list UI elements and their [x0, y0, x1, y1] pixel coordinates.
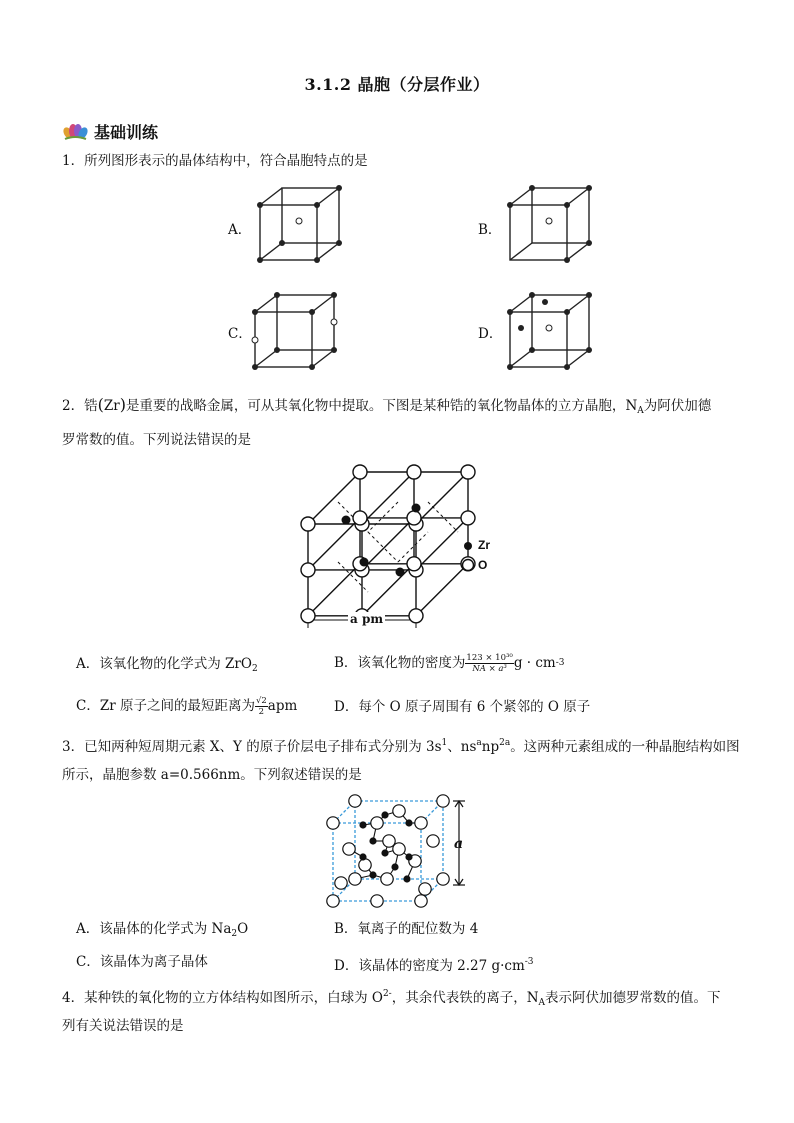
sodium-ion: [403, 875, 410, 882]
oxygen-atom: [353, 465, 367, 479]
zr-legend-marker: [464, 542, 472, 550]
oxygen-atom: [461, 465, 475, 479]
q3-option-a-tail: O: [237, 921, 249, 937]
q2-legend-o: O: [478, 558, 488, 572]
oxide-ion: [371, 895, 383, 907]
oxide-ion: [415, 895, 427, 907]
question-4-line-1: [62, 985, 721, 1012]
q2-legend-zr: Zr: [478, 538, 490, 552]
oxide-ion: [327, 895, 339, 907]
o-legend-marker: [463, 560, 474, 571]
q2-text-part: 是重要的战略金属，可从其氧化物中提取。下图是某种锆的氧化物晶体的立方晶胞，: [125, 398, 626, 414]
oxide-ion: [359, 859, 371, 871]
q3-text-part: 。这两种元素组成的一种晶胞结构如图: [510, 739, 740, 755]
oxide-ion: [349, 873, 361, 885]
q3-option-c: C．该晶体为离子晶体: [76, 954, 208, 970]
q3-option-a-subscript: 2: [231, 929, 238, 939]
oxygen-atom: [461, 511, 475, 525]
oxide-ion: [383, 835, 395, 847]
q1-cube-d-figure: [505, 290, 595, 370]
q2-legend-markers: [462, 538, 474, 578]
q2-option-a-subscript: 2: [251, 664, 258, 674]
dashed-bond: [368, 532, 398, 562]
q3-option-a: [76, 920, 248, 943]
section-header: [62, 120, 158, 143]
q3-crystal-figure: [325, 795, 475, 910]
q4-superscript: 2-: [382, 989, 392, 999]
oxide-ion: [371, 817, 383, 829]
section-label: 基础训练: [94, 123, 159, 142]
q2-zr-symbol: Zr: [103, 398, 120, 414]
q1-option-d-label: D．: [478, 326, 503, 342]
q3-axis-label: a: [454, 836, 464, 852]
paren: (: [97, 395, 104, 414]
q3-text-part: 3．已知两种短周期元素 X、Y 的原子价层电子排布式分别为 3s: [62, 739, 442, 755]
question-3-line-1: [62, 734, 740, 756]
q4-text-part: 表示阿伏加德罗常数的值。下: [545, 990, 721, 1006]
question-4-line-2: 列有关说法错误的是: [62, 1018, 184, 1034]
q4-text-part: 4．某种铁的氧化物的立方体结构如图所示，白球为 O: [62, 990, 383, 1006]
lattice-line: [416, 564, 468, 616]
fraction-denominator: 2: [258, 706, 265, 717]
q2-option-c-text: C．Zr 原子之间的最短距离为: [76, 698, 255, 714]
q2-crystal-figure: [298, 462, 528, 632]
q2-option-c-unit: apm: [267, 698, 298, 714]
q2-na-symbol: N: [625, 398, 638, 414]
zirconium-atom: [360, 558, 369, 567]
q1-cube-a-figure: [255, 183, 345, 263]
question-3-line-2: 所示，晶胞参数 a=0.566nm。下列叙述错误的是: [62, 767, 362, 783]
q3-option-d-text: D．该晶体的密度为 2.27 g·cm: [334, 958, 525, 974]
oxide-ion: [415, 817, 427, 829]
sodium-ion: [381, 811, 388, 818]
cell-outline: [333, 823, 421, 901]
q2-na-subscript: A: [637, 406, 644, 416]
q1-cube-b-figure: [505, 183, 595, 263]
q2-option-b-unit: g · cm: [513, 655, 556, 671]
oxide-ion: [335, 877, 347, 889]
oxygen-atom: [301, 609, 315, 623]
zirconium-atom: [396, 568, 405, 577]
question-2-line-2: 罗常数的值。下列说法错误的是: [62, 432, 251, 448]
q2-option-a-text: A．该氧化物的化学式为 ZrO: [76, 656, 252, 672]
oxide-ion: [393, 805, 405, 817]
sodium-ion: [405, 853, 412, 860]
q3-superscript: 1: [441, 738, 448, 748]
q1-option-c-label: C．: [228, 326, 252, 342]
oxide-ion: [437, 873, 449, 885]
page-title: 3.1.2 晶胞（分层作业）: [304, 75, 490, 94]
oxygen-atom: [407, 465, 421, 479]
dashed-bond: [368, 502, 398, 532]
q3-option-d-superscript: -3: [524, 957, 534, 967]
oxide-ion: [327, 817, 339, 829]
lattice-line: [308, 518, 360, 570]
flower-bullet-icon: [62, 123, 88, 141]
oxide-ion: [381, 873, 393, 885]
q3-option-b: B．氧离子的配位数为 4: [334, 921, 479, 937]
q2-option-b-text: B．该氧化物的密度为: [334, 655, 466, 671]
q1-cube-c-figure: [250, 290, 340, 370]
q2-text-part: 为阿伏加德: [643, 398, 712, 414]
q1-option-a-label: A．: [228, 222, 252, 238]
sodium-ion: [381, 849, 388, 856]
oxygen-atom: [301, 563, 315, 577]
q3-text-part: 、ns: [447, 739, 477, 755]
q3-text-part: np: [481, 739, 500, 755]
q4-na-subscript: A: [538, 998, 546, 1008]
sodium-ion: [405, 819, 412, 826]
oxygen-atom: [407, 511, 421, 525]
dashed-bond: [428, 502, 458, 532]
oxide-ion: [349, 795, 361, 807]
q3-option-d: [334, 953, 534, 975]
lattice-line: [362, 518, 414, 570]
paren: ): [119, 395, 126, 414]
q3-superscript: 2a: [499, 738, 511, 748]
oxygen-atom: [301, 517, 315, 531]
q2-option-b-superscript: -3: [555, 658, 565, 668]
q2-option-b-fraction: [465, 653, 513, 674]
fraction-numerator: √2: [255, 695, 267, 706]
lattice-line: [362, 564, 414, 616]
oxide-ion: [437, 795, 449, 807]
q2-axis-label: a pm: [350, 612, 384, 626]
q3-superscript: a: [476, 738, 482, 748]
lattice-line: [362, 472, 414, 524]
sodium-ion: [359, 821, 366, 828]
sodium-ion: [369, 871, 376, 878]
lattice-line: [416, 518, 468, 570]
q2-option-a: [76, 655, 258, 678]
q2-text-part: 2．锆: [62, 398, 98, 414]
sodium-ion: [391, 863, 398, 870]
q1-option-b-label: B．: [478, 222, 502, 238]
oxygen-atom: [353, 511, 367, 525]
oxide-ion: [343, 843, 355, 855]
oxide-ion: [427, 835, 439, 847]
q3-option-a-text: A．该晶体的化学式为 Na: [76, 921, 232, 937]
q2-option-c: [76, 693, 297, 719]
q2-option-d: D．每个 O 原子周围有 6 个紧邻的 O 原子: [334, 699, 591, 715]
zirconium-atom: [412, 504, 421, 513]
q4-na-symbol: N: [526, 990, 539, 1006]
oxygen-atom: [409, 609, 423, 623]
question-1-stem: 1．所列图形表示的晶体结构中，符合晶胞特点的是: [62, 153, 368, 169]
fraction-denominator: NA × a³: [472, 663, 507, 674]
q2-option-b: [334, 650, 564, 676]
q4-text-part: ，其余代表铁的离子，: [391, 990, 527, 1006]
question-2-line-1: [62, 396, 711, 420]
oxide-ion: [419, 883, 431, 895]
lattice-line: [308, 564, 360, 616]
q2-option-c-fraction: [255, 696, 268, 717]
zirconium-atom: [342, 516, 351, 525]
sodium-ion: [369, 837, 376, 844]
oxygen-atom: [407, 557, 421, 571]
sodium-ion: [359, 853, 366, 860]
fraction-numerator: 123 × 10³⁰: [466, 652, 513, 663]
